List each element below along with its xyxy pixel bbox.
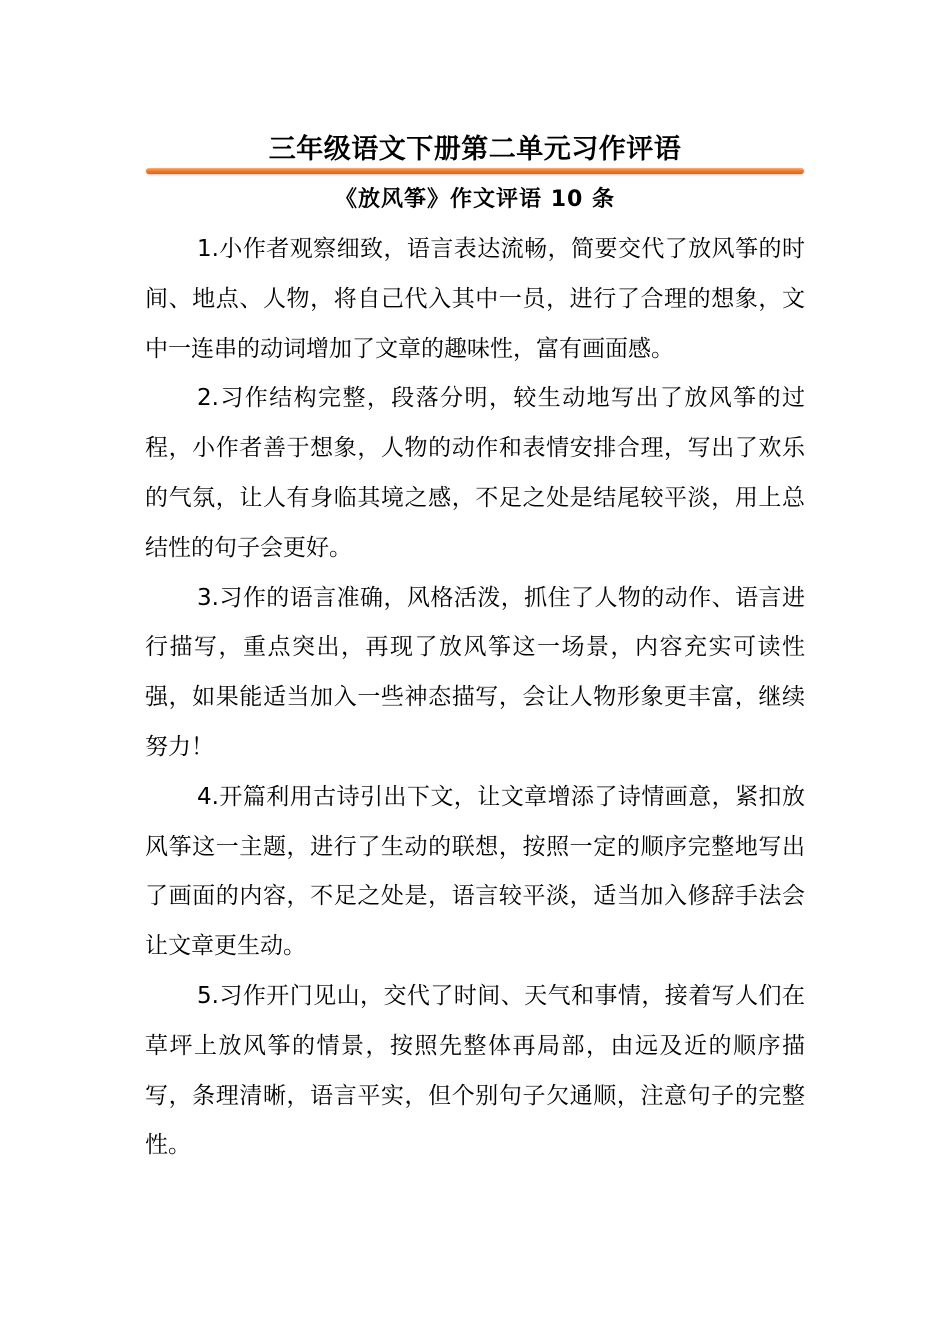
comment-paragraph-3: 3.习作的语言准确，风格活泼，抓住了人物的动作、语言进行描写，重点突出，再现了放风筝这一场景，内容充实可读性强，如果能适当加入一些神态描写，会让人物形象更丰富，继续努力！ bbox=[145, 584, 805, 760]
title-underline-rule bbox=[146, 168, 804, 174]
comment-paragraph-5: 5.习作开门见山，交代了时间、天气和事情，接着写人们在草坪上放风筝的情景，按照先整体再局部，由远及近的顺序描写，条理清晰，语言平实，但个别句子欠通顺，注意句子的完整性。 bbox=[145, 982, 805, 1159]
comment-paragraph-4: 4.开篇利用古诗引出下文，让文章增添了诗情画意，紧扣放风筝这一主题，进行了生动的联想，按照一定的顺序完整地写出了画面的内容，不足之处是，语言较平淡，适当加入修辞手法会让文章更生动。 bbox=[145, 783, 805, 960]
document-body bbox=[145, 225, 805, 1171]
comment-paragraph-1: 1.小作者观察细致，语言表达流畅，简要交代了放风筝的时间、地点、人物，将自己代入其中一员，进行了合理的想象，文中一连串的动词增加了文章的趣味性，富有画面感。 bbox=[145, 236, 805, 362]
document-subtitle: 《放风筝》作文评语 10 条 bbox=[335, 187, 615, 212]
document-title: 三年级语文下册第二单元习作评语 bbox=[268, 134, 682, 165]
comment-paragraph-2: 2.习作结构完整，段落分明，较生动地写出了放风筝的过程，小作者善于想象，人物的动作和表情安排合理，写出了欢乐的气氛，让人有身临其境之感，不足之处是结尾较平淡，用上总结性的句子会更好。 bbox=[145, 385, 805, 561]
